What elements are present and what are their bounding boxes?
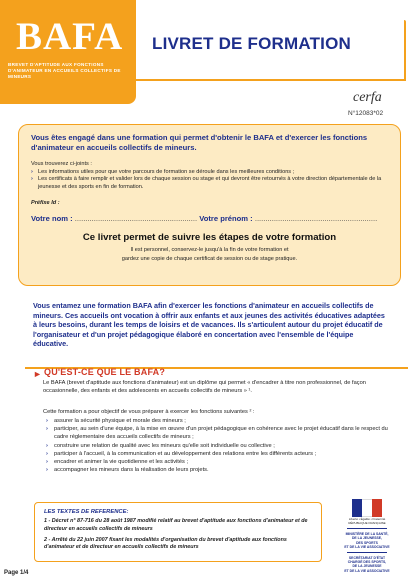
prenom-label: Votre prénom :	[199, 214, 253, 224]
page-number: Page 1/4	[4, 570, 29, 576]
list-item: › Les certificats à faire remplir et valider lors de chaque session ou stage et qui devront être retournés à votre direction départementale de la jeunesse et des sports en fin de formation.	[31, 176, 388, 191]
section-paragraph: Cette formation a pour objectif de vous préparer à exercer les fonctions suivantes ² :	[43, 409, 255, 415]
note-line: Il est personnel, conservez-le jusqu'à la fin de votre formation et	[130, 247, 289, 254]
french-flag-icon	[352, 499, 382, 517]
references-box	[34, 502, 322, 562]
cerfa-number: N°12083*02	[348, 110, 384, 117]
list-item: › accompagner les mineurs dans la réalisation de leurs projets.	[46, 466, 401, 474]
info-box-heading: Ce livret permet de suivre les étapes de votre formation	[82, 232, 337, 244]
ministry-logo	[336, 497, 398, 575]
list-item: › participer à l'accueil, à la communication et au développement des relations entre les différents acteurs ;	[46, 450, 401, 458]
section-title: QU'EST-CE QUE LE BAFA?	[44, 367, 166, 377]
reference-item: 1 - Décret n° 87-716 du 28 août 1987 modifié relatif au brevet d'aptitude aux fonctions d'animateur et de directeur en accueils collectifs de mineurs	[44, 518, 308, 532]
reference-item: 2 - Arrêté du 22 juin 2007 fixant les modalités d'organisation du brevet d'aptitude aux fonctions d'animateur et de directeur en accueils collectifs de mineurs	[44, 536, 287, 551]
section-paragraph: Le BAFA (brevet d'aptitude aux fonctions d'animateur) est un diplôme qui permet « d'encadrer à titre non professionnel, de façon occasionnelle, des enfants et des adolescents en accueils collectifs de mineurs » ¹.	[43, 380, 366, 395]
republic-motto: Liberté • Égalité • Fraternité RÉPUBLIQUE FRANÇAISE	[348, 517, 386, 525]
bafa-logo-block	[0, 0, 136, 104]
list-item: › construire une relation de qualité avec les mineurs qu'elle soit individuelle ou collective ;	[46, 442, 401, 450]
note-line: gardez une copie de chaque certificat de session ou de stage pratique.	[121, 255, 298, 262]
nom-field[interactable]: ..........................................................	[74, 214, 198, 224]
title-frame-vertical	[404, 20, 406, 81]
arrow-right-icon: ►	[33, 369, 42, 379]
bafa-logo: BAFA	[16, 15, 124, 58]
ministry-name: MINISTÈRE DE LA SANTÉ, DE LA JEUNESSE, DES SPORTS ET DE LA VIE ASSOCIATIVE	[344, 532, 390, 549]
list-item: › encadrer et animer la vie quotidienne et les activités ;	[46, 458, 401, 466]
header	[0, 0, 413, 117]
attachments-label: Vous trouverez ci-joints :	[31, 161, 92, 167]
nom-label: Votre nom :	[31, 214, 73, 224]
references-title: LES TEXTES DE REFERENCE:	[44, 509, 129, 515]
name-fields	[31, 214, 388, 223]
list-item: › assurer la sécurité physique et morale des mineurs ;	[46, 417, 401, 425]
title-underline	[136, 79, 405, 81]
list-item: › participer, au sein d'une équipe, à la mise en œuvre d'un projet pédagogique en cohérence avec le projet éducatif dans le respect du cadre réglementaire des accueils collectifs de mineurs ;	[46, 425, 401, 441]
prefix-id-field[interactable]: Préfixe Id :	[31, 200, 60, 207]
info-intro: Vous êtes engagé dans une formation qui permet d'obtenir le BAFA et d'exercer les fonctions d'animateur en accueils collectifs de mineurs.	[31, 133, 368, 152]
info-box	[18, 124, 401, 286]
document-title: LIVRET DE FORMATION	[152, 34, 351, 53]
intro-paragraph: Vous entamez une formation BAFA afin d'exercer les fonctions d'animateur en accueils collectifs de mineurs. Ces accueils ont vocation à offrir aux enfants et aux jeunes des activités éducatives adaptées à leurs besoins, durant les temps de loisirs et de vacances. Ils s'articulent autour du projet éducatif de l'organisateur et d'un projet pédagogique élaboré en concertation avec l'ensemble de l'équipe éducative.	[33, 301, 385, 349]
prenom-field[interactable]: ..........................................................	[254, 214, 378, 224]
cerfa-logo: cerfa	[353, 90, 382, 105]
secretariat-name: SECRÉTARIAT D'ÉTAT CHARGÉ DES SPORTS, DE LA JEUNESSE ET DE LA VIE ASSOCIATIVE	[344, 556, 390, 573]
info-box-note	[31, 246, 388, 263]
list-item: › Les informations utiles pour que votre parcours de formation se déroule dans les meilleures conditions ;	[31, 169, 388, 176]
attachments-list	[31, 169, 388, 191]
bafa-logo-subtitle: BREVET D'APTITUDE AUX FONCTIONS D'ANIMATEUR EN ACCUEILS COLLECTIFS DE MINEURS	[8, 62, 121, 79]
objectives-list	[46, 417, 401, 474]
